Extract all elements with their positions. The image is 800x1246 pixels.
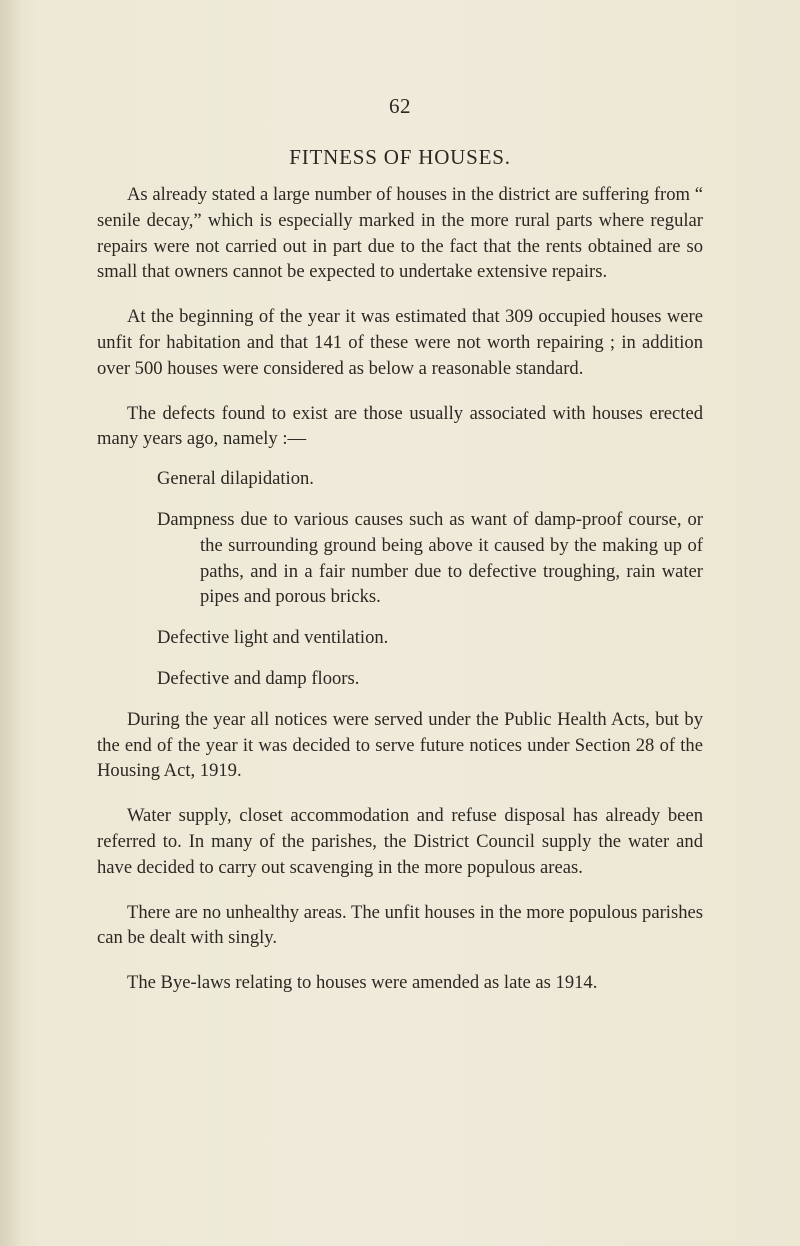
defects-list (157, 466, 703, 692)
list-item: Defective light and ventilation. (157, 627, 389, 649)
paragraph-6: There are no unhealthy areas. The unfit houses in the more populous parishes can be dealt with singly. (97, 901, 703, 949)
paragraph-3: The defects found to exist are those usually associated with houses erected many years ago, namely :— (97, 402, 703, 450)
body-text (97, 182, 703, 1015)
paragraph-1: As already stated a large number of houses in the district are suffering from “ senile decay,” which is especially marked in the more rural parts where regular repairs were not carried out in part due to the fact that the rents obtained are so small that owners cannot be expected to undertake extensive repairs. (97, 184, 703, 283)
list-item: Defective and damp floors. (157, 667, 360, 689)
page-edge-shadow (0, 0, 22, 1246)
paragraph-2: At the beginning of the year it was estimated that 309 occupied houses were unfit for habitation and that 141 of these were not worth repairing ; in addition over 500 houses were considered as below a reasonable standard. (97, 306, 703, 379)
list-item: General dilapidation. (157, 468, 314, 490)
paragraph-4: During the year all notices were served under the Public Health Acts, but by the end of the year it was decided to serve future notices under Section 28 of the Housing Act, 1919. (97, 708, 703, 782)
page-title: FITNESS OF HOUSES. (289, 145, 511, 169)
paragraph-5: Water supply, closet accommodation and refuse disposal has already been referred to. In many of the parishes, the District Council supply the water and have decided to carry out scavenging in the more populous areas. (97, 805, 703, 878)
paragraph-7: The Bye-laws relating to houses were amended as late as 1914. (127, 972, 598, 994)
page-number: 62 (389, 94, 411, 118)
list-item: Dampness due to various causes such as want of damp-proof course, or the surrounding ground being above it caused by the making up of paths, and in a fair number due to defective troughing, rain water pipes and porous bricks. (157, 508, 703, 608)
